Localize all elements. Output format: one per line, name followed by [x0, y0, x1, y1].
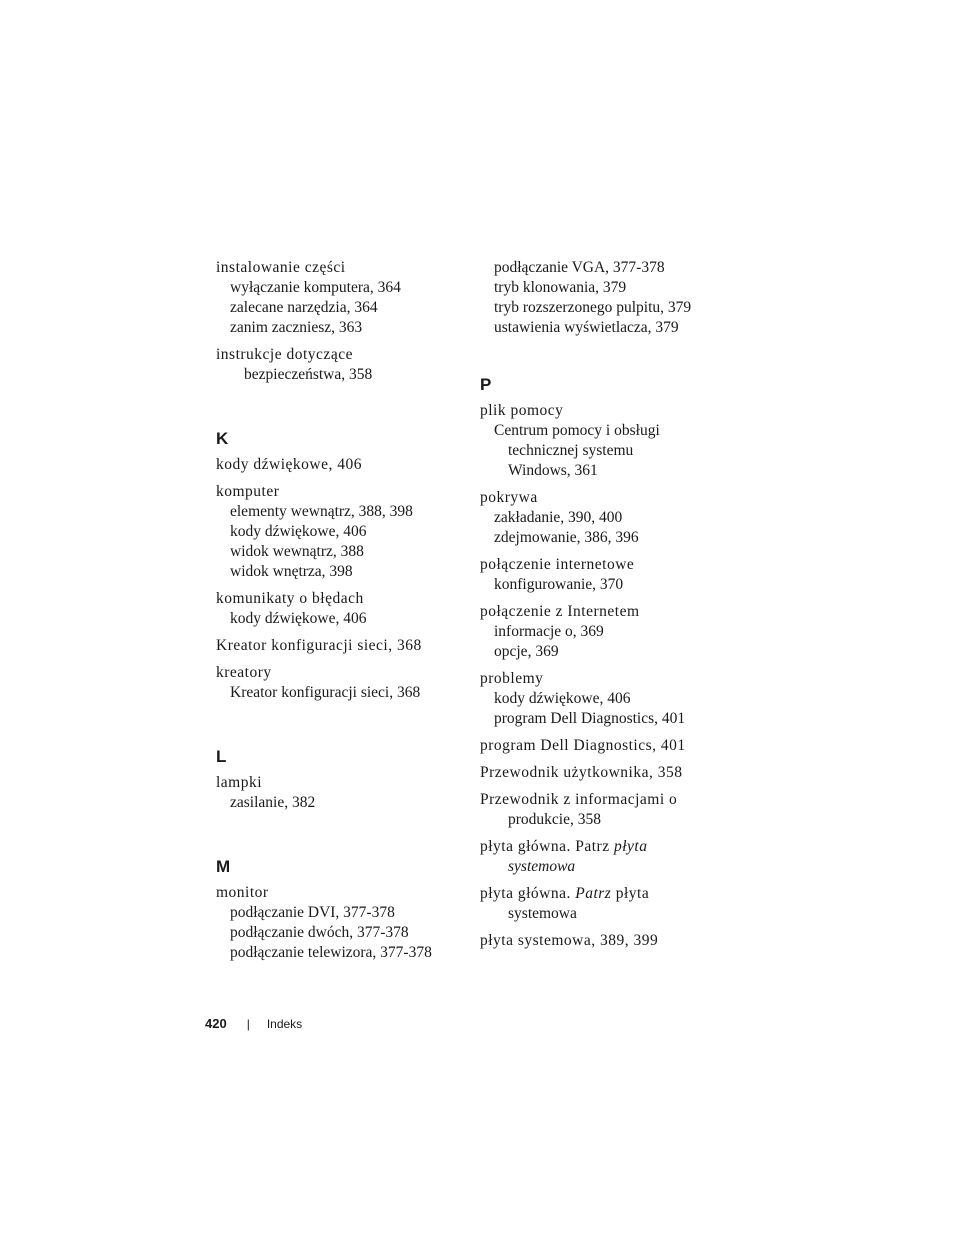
reference-target: płyta: [613, 838, 648, 855]
index-entry: kody dźwiękowe, 406: [216, 456, 362, 473]
index-entry-cross-reference: [480, 884, 730, 904]
index-subentry: podłączanie telewizora, 377-378: [230, 944, 432, 961]
section-letter-l: L: [216, 747, 227, 766]
page-number: 420: [205, 1016, 227, 1031]
index-entry-cross-reference: [480, 837, 730, 857]
index-column-right: [480, 258, 730, 951]
index-subentry: kody dźwiękowe, 406: [230, 523, 367, 540]
index-entry-continuation: [480, 857, 730, 877]
index-entry: instrukcje dotyczące: [216, 346, 353, 363]
index-subentry: zasilanie, 382: [230, 794, 316, 811]
index-subentry: kody dźwiękowe, 406: [230, 610, 367, 627]
entry-text: płyta główna.: [480, 885, 576, 902]
index-subentry: informacje o, 369: [494, 623, 604, 640]
page-footer: [205, 1015, 302, 1033]
index-entry: lampki: [216, 774, 263, 791]
index-subentry: ustawienia wyświetlacza, 379: [494, 319, 679, 336]
index-subentry: podłączanie VGA, 377-378: [494, 259, 665, 276]
index-entry: problemy: [480, 670, 544, 687]
footer-separator: |: [246, 1017, 250, 1031]
index-subentry: zalecane narzędzia, 364: [230, 299, 378, 316]
index-entry: połączenie internetowe: [480, 556, 635, 573]
index-subentry: podłączanie dwóch, 377-378: [230, 924, 409, 941]
index-subentry: tryb rozszerzonego pulpitu, 379: [494, 299, 692, 316]
index-entry: kreatory: [216, 664, 272, 681]
index-subentry: wyłączanie komputera, 364: [230, 279, 401, 296]
index-entry: monitor: [216, 884, 269, 901]
index-entry-continuation: bezpieczeństwa, 358: [244, 366, 373, 383]
index-subentry: podłączanie DVI, 377-378: [230, 904, 395, 921]
entry-text: płyta główna. Patrz: [480, 838, 614, 855]
index-subentry: widok wnętrza, 398: [230, 563, 353, 580]
index-subentry-continuation: Windows, 361: [508, 462, 598, 479]
index-entry: komputer: [216, 483, 280, 500]
index-subentry-continuation: technicznej systemu: [508, 442, 634, 459]
section-letter-k: K: [216, 429, 229, 448]
index-entry: instalowanie części: [216, 259, 346, 276]
reference-target: systemowa: [508, 858, 576, 875]
index-entry-continuation: systemowa: [508, 905, 577, 922]
index-subentry: elementy wewnątrz, 388, 398: [230, 503, 413, 520]
section-letter-m: M: [216, 857, 231, 876]
index-subentry: Kreator konfiguracji sieci, 368: [230, 684, 421, 701]
index-subentry: konfigurowanie, 370: [494, 576, 624, 593]
index-subentry: Centrum pomocy i obsługi: [494, 422, 660, 439]
index-subentry: kody dźwiękowe, 406: [494, 690, 631, 707]
section-letter-p: P: [480, 375, 492, 394]
index-subentry: tryb klonowania, 379: [494, 279, 627, 296]
index-column-left: [216, 258, 466, 963]
index-entry: plik pomocy: [480, 402, 564, 419]
index-entry: komunikaty o błędach: [216, 590, 364, 607]
index-subentry: opcje, 369: [494, 643, 559, 660]
see-keyword: Patrz: [575, 885, 612, 902]
index-entry-continuation: produkcie, 358: [508, 811, 601, 828]
index-subentry: zakładanie, 390, 400: [494, 509, 623, 526]
index-entry: połączenie z Internetem: [480, 603, 640, 620]
index-subentry: zdejmowanie, 386, 396: [494, 529, 639, 546]
index-entry: pokrywa: [480, 489, 538, 506]
footer-title: Indeks: [266, 1017, 303, 1031]
index-entry: program Dell Diagnostics, 401: [480, 737, 686, 754]
index-entry: Kreator konfiguracji sieci, 368: [216, 637, 422, 654]
index-entry: płyta systemowa, 389, 399: [480, 932, 659, 949]
index-entry: Przewodnik z informacjami o: [480, 791, 678, 808]
reference-target: płyta: [611, 885, 650, 902]
index-entry: Przewodnik użytkownika, 358: [480, 764, 683, 781]
index-subentry: zanim zaczniesz, 363: [230, 319, 363, 336]
index-subentry: widok wewnątrz, 388: [230, 543, 364, 560]
index-subentry: program Dell Diagnostics, 401: [494, 710, 686, 727]
